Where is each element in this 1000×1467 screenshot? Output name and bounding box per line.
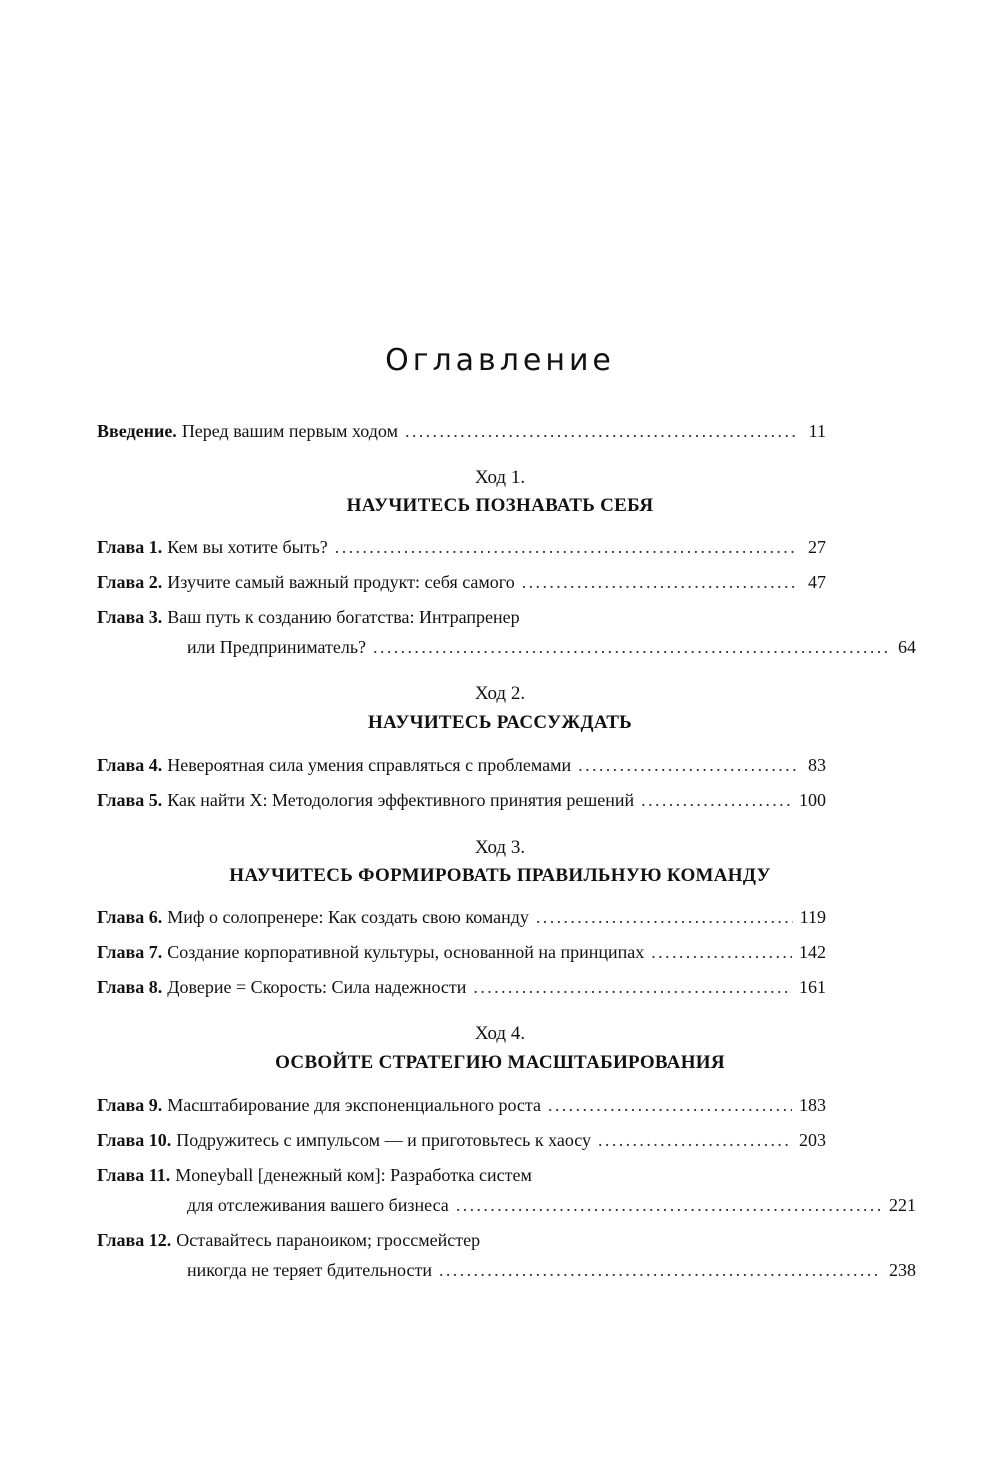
page-number: 47	[808, 572, 826, 592]
page-number: 119	[799, 907, 826, 927]
entry-label: Глава 11.	[97, 1165, 171, 1185]
page-number: 161	[799, 977, 826, 997]
entry-label: Глава 9.	[97, 1095, 163, 1115]
entry-title: Как найти X: Методология эффективного принятия решений	[167, 790, 635, 810]
dot-leader	[456, 1193, 882, 1217]
page-number: 27	[808, 537, 826, 557]
entry-title-continued: никогда не теряет бдительности	[187, 1260, 432, 1280]
section-heading: ОСВОЙТЕ СТРАТЕГИЮ МАСШТАБИРОВАНИЯ	[275, 1052, 725, 1073]
toc-entry-chapter-4[interactable]	[97, 753, 826, 777]
entry-title: Подружитесь с импульсом — и приготовьтесь к хаосу	[176, 1130, 592, 1150]
dot-leader	[641, 788, 792, 812]
entry-title: Перед вашим первым ходом	[181, 421, 398, 441]
page-number: 100	[799, 790, 826, 810]
toc-entry-chapter-12-continued[interactable]	[97, 1258, 916, 1282]
entry-title: Moneyball [денежный ком]: Разработка систем	[175, 1165, 532, 1185]
toc-entry-chapter-10[interactable]	[97, 1128, 826, 1152]
toc-entry-chapter-7[interactable]	[97, 940, 826, 964]
dot-leader	[578, 753, 797, 777]
entry-label: Глава 3.	[97, 607, 163, 627]
entry-label: Глава 2.	[97, 572, 163, 592]
page-number: 11	[808, 421, 826, 441]
section-heading: НАУЧИТЕСЬ ПОЗНАВАТЬ СЕБЯ	[346, 495, 654, 516]
move-number: Ход 4.	[474, 1023, 526, 1044]
page-number: 64	[898, 637, 916, 657]
entry-label: Глава 10.	[97, 1130, 172, 1150]
dot-leader	[473, 975, 792, 999]
page-number: 83	[808, 755, 826, 775]
toc-entry-chapter-9[interactable]	[97, 1093, 826, 1117]
dot-leader	[536, 905, 793, 929]
entry-title: Невероятная сила умения справляться с проблемами	[167, 755, 572, 775]
toc-entry-chapter-11-continued[interactable]	[97, 1193, 916, 1217]
toc-entry-intro[interactable]	[97, 419, 826, 443]
entry-label: Глава 8.	[97, 977, 163, 997]
move-number: Ход 1.	[474, 467, 526, 488]
dot-leader	[598, 1128, 792, 1152]
entry-label: Глава 12.	[97, 1230, 172, 1250]
toc-entry-chapter-3[interactable]	[97, 605, 826, 629]
dot-leader	[651, 940, 792, 964]
move-number: Ход 2.	[474, 683, 526, 704]
entry-title: Ваш путь к созданию богатства: Интрапренер	[167, 607, 520, 627]
entry-title: Масштабирование для экспоненциального роста	[167, 1095, 541, 1115]
toc-entry-chapter-3-continued[interactable]	[97, 635, 916, 659]
page-number: 203	[799, 1130, 826, 1150]
page-number: 238	[889, 1260, 916, 1280]
entry-title: Кем вы хотите быть?	[167, 537, 328, 557]
dot-leader	[373, 635, 887, 659]
toc-entry-chapter-12[interactable]	[97, 1228, 826, 1252]
section-heading: НАУЧИТЕСЬ РАССУЖДАТЬ	[367, 712, 633, 733]
page-title: Оглавление	[385, 343, 615, 378]
toc-entry-chapter-1[interactable]	[97, 535, 826, 559]
entry-label: Глава 6.	[97, 907, 163, 927]
dot-leader	[439, 1258, 882, 1282]
entry-title: Изучите самый важный продукт: себя самого	[167, 572, 515, 592]
section-heading: НАУЧИТЕСЬ ФОРМИРОВАТЬ ПРАВИЛЬНУЮ КОМАНДУ	[229, 865, 771, 886]
page-number: 183	[799, 1095, 826, 1115]
entry-title: Создание корпоративной культуры, основанной на принципах	[167, 942, 645, 962]
toc-entry-chapter-2[interactable]	[97, 570, 826, 594]
entry-label: Введение.	[97, 421, 177, 441]
entry-title: Оставайтесь параноиком; гроссмейстер	[176, 1230, 481, 1250]
entry-label: Глава 1.	[97, 537, 163, 557]
dot-leader	[335, 535, 797, 559]
move-number: Ход 3.	[474, 837, 526, 858]
page-number: 221	[889, 1195, 916, 1215]
entry-label: Глава 4.	[97, 755, 163, 775]
page-number: 142	[799, 942, 826, 962]
dot-leader	[548, 1093, 792, 1117]
toc-entry-chapter-5[interactable]	[97, 788, 826, 812]
entry-label: Глава 7.	[97, 942, 163, 962]
entry-title-continued: для отслеживания вашего бизнеса	[187, 1195, 449, 1215]
toc-entry-chapter-11[interactable]	[97, 1163, 826, 1187]
dot-leader	[522, 570, 797, 594]
entry-title: Доверие = Скорость: Сила надежности	[167, 977, 467, 997]
entry-title: Миф о солопренере: Как создать свою команду	[167, 907, 529, 927]
dot-leader	[405, 419, 797, 443]
toc-entry-chapter-6[interactable]	[97, 905, 826, 929]
entry-title-continued: или Предприниматель?	[187, 637, 367, 657]
entry-label: Глава 5.	[97, 790, 163, 810]
toc-entry-chapter-8[interactable]	[97, 975, 826, 999]
